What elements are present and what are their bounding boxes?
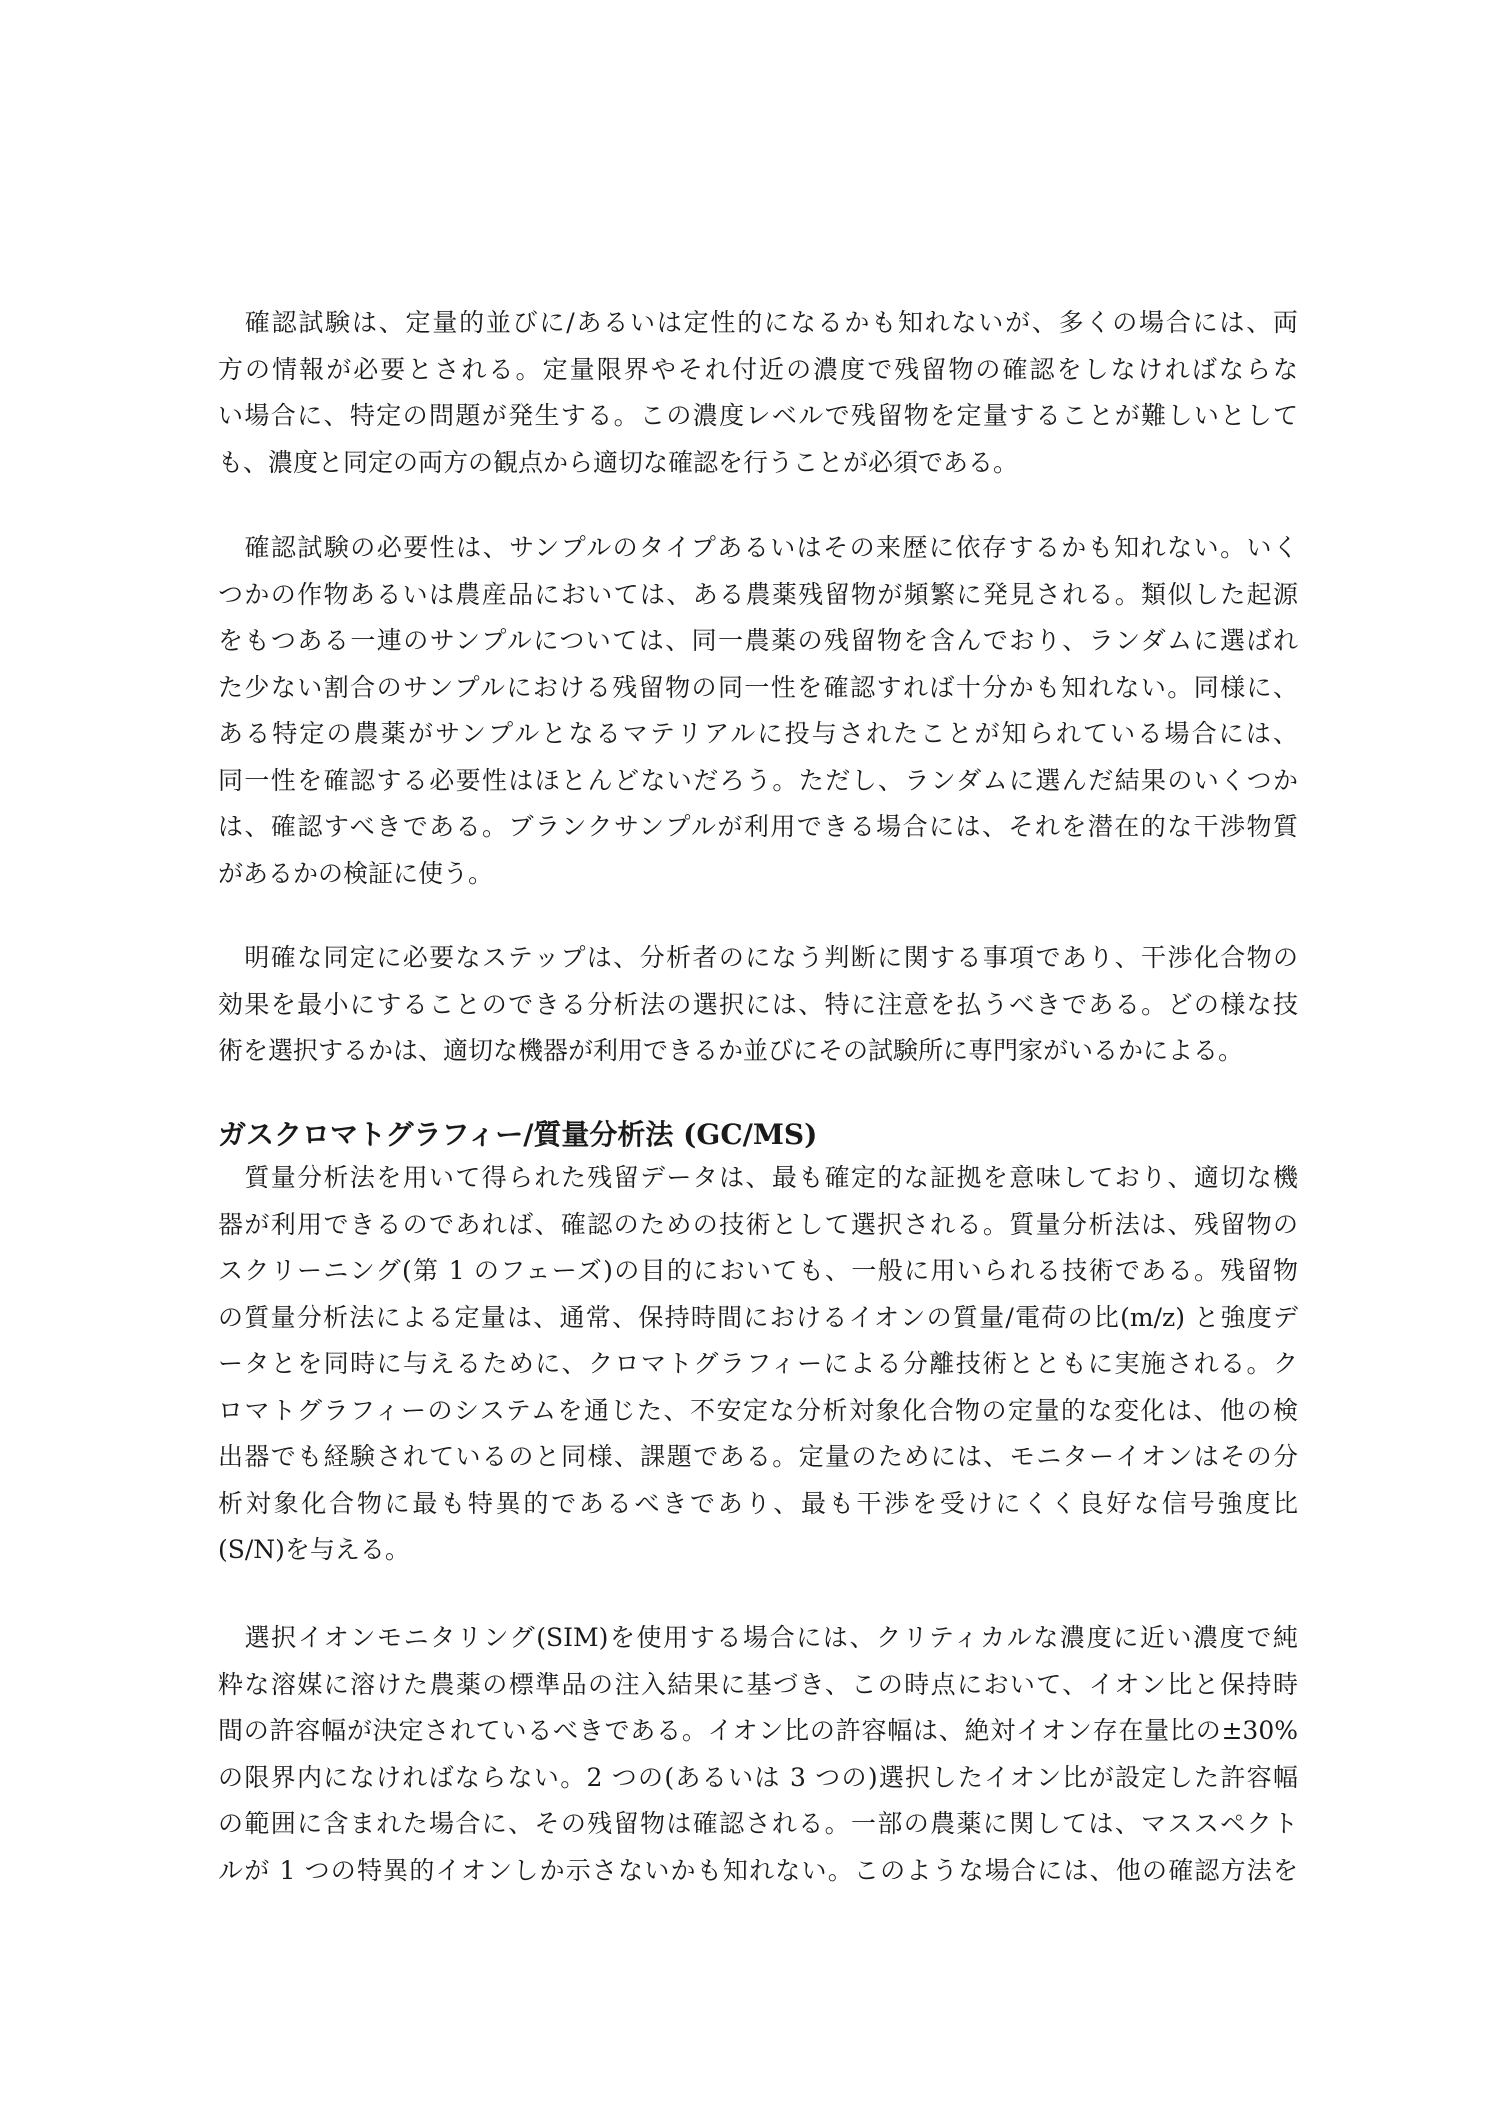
text-line: 出器でも経験されているのと同様、課題である。定量のためには、モニターイオンはその分 — [218, 1442, 1298, 1471]
text-line: た少ない割合のサンプルにおける残留物の同一性を確認すれば十分かも知れない。同様に、 — [218, 672, 1298, 702]
text-line: い場合に、特定の問題が発生する。この濃度レベルで残留物を定量することが難しいとして — [218, 401, 1298, 430]
text-line: の範囲に含まれた場合に、その残留物は確認される。一部の農薬に関しては、マススペクト — [218, 1809, 1298, 1838]
text-line: 確認試験の必要性は、サンプルのタイプあるいはその来歴に依存するかも知れない。いく — [218, 533, 1298, 562]
text-line: 析対象化合物に最も特異的であるべきであり、最も干渉を受けにくく良好な信号強度比 — [218, 1488, 1298, 1518]
paragraph-4 — [218, 1155, 1298, 1574]
text-line: 器が利用できるのであれば、確認のための技術として選択される。質量分析法は、残留物の — [218, 1209, 1298, 1239]
text-line: スクリーニング(第 1 のフェーズ)の目的においても、一般に用いられる技術である。残留物 — [218, 1256, 1298, 1285]
text-line: 間の許容幅が決定されているべきである。イオン比の許容幅は、絶対イオン存在量比の±30% — [218, 1716, 1298, 1745]
text-line: 効果を最小にすることのできる分析法の選択には、特に注意を払うべきである。どの様な技 — [218, 989, 1298, 1019]
text-line: つかの作物あるいは農産品においては、ある農薬残留物が頻繁に発見される。類似した起源 — [218, 579, 1298, 609]
paragraph-3 — [218, 935, 1298, 1075]
paragraph-5 — [218, 1615, 1298, 1894]
text-line: 術を選択するかは、適切な機器が利用できるか並びにその試験所に専門家がいるかによる。 — [218, 1036, 1244, 1065]
text-line: の質量分析法による定量は、通常、保持時間におけるイオンの質量/電荷の比(m/z) と強度デ — [218, 1302, 1298, 1332]
text-line: も、濃度と同定の両方の観点から適切な確認を行うことが必須である。 — [218, 447, 1019, 477]
text-line: ルが 1 つの特異的イオンしか示さないかも知れない。このような場合には、他の確認方法を — [218, 1855, 1298, 1885]
text-line: 選択イオンモニタリング(SIM)を使用する場合には、クリティカルな濃度に近い濃度で純 — [218, 1623, 1298, 1652]
text-line: (S/N)を与える。 — [218, 1535, 410, 1564]
paragraph-1 — [218, 300, 1298, 486]
text-line: ある特定の農薬がサンプルとなるマテリアルに投与されたことが知られている場合には、 — [218, 719, 1298, 748]
text-line: 明確な同定に必要なステップは、分析者のになう判断に関する事項であり、干渉化合物の — [218, 943, 1298, 972]
text-line: 同一性を確認する必要性はほとんどないだろう。ただし、ランダムに選んだ結果のいくつか — [218, 765, 1298, 795]
text-line: ロマトグラフィーのシステムを通じた、不安定な分析対象化合物の定量的な変化は、他の検 — [218, 1395, 1298, 1425]
text-line: があるかの検証に使う。 — [218, 858, 494, 888]
text-line: 確認試験は、定量的並びに/あるいは定性的になるかも知れないが、多くの場合には、両 — [218, 308, 1298, 337]
text-line: をもつある一連のサンプルについては、同一農薬の残留物を含んでおり、ランダムに選ばれ — [218, 626, 1298, 655]
section-heading: ガスクロマトグラフィー/質量分析法 (GC/MS) — [218, 1118, 818, 1151]
text-line: 方の情報が必要とされる。定量限界やそれ付近の濃度で残留物の確認をしなければならな — [218, 354, 1298, 384]
text-line: は、確認すべきである。ブランクサンプルが利用できる場合には、それを潜在的な干渉物質 — [218, 812, 1298, 841]
paragraph-2 — [218, 525, 1298, 897]
text-line: 粋な溶媒に溶けた農薬の標準品の注入結果に基づき、この時点において、イオン比と保持時 — [218, 1669, 1298, 1699]
text-line: の限界内になければならない。2 つの(あるいは 3 つの)選択したイオン比が設定した許容幅 — [218, 1762, 1298, 1792]
text-line: ータとを同時に与えるために、クロマトグラフィーによる分離技術とともに実施される。ク — [218, 1349, 1298, 1378]
text-line: 質量分析法を用いて得られた残留データは、最も確定的な証拠を意味しており、適切な機 — [218, 1163, 1298, 1192]
